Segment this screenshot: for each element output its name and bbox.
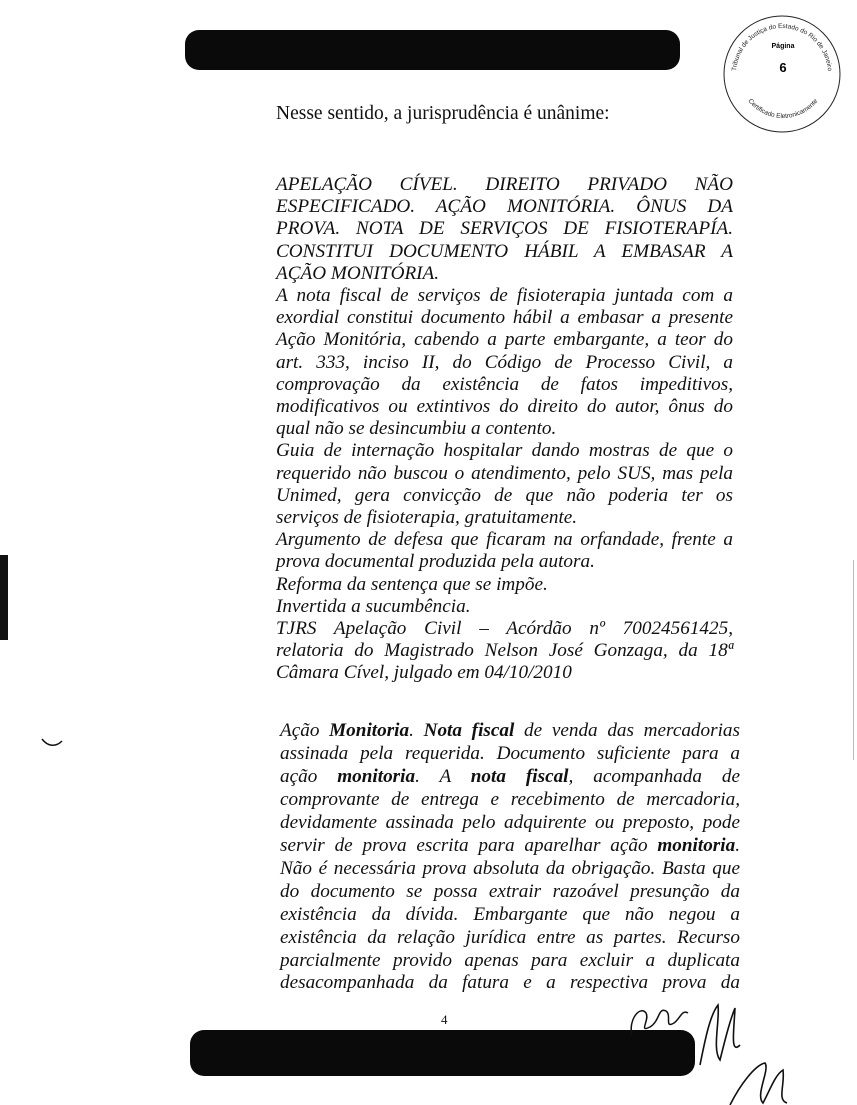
citation-2-line — [280, 720, 740, 743]
citation-2-line — [280, 835, 740, 858]
citation-1-line: AÇÃO MONITÓRIA. — [276, 262, 440, 284]
citation-2-line — [280, 950, 740, 973]
svg-text:Certificado Eletronicamente — [747, 97, 820, 120]
line-segment: desacompanhada da fatura e a respectiva prova da — [280, 972, 740, 994]
citation-1-line: relatoria do Magistrado Nelson José Gonzaga, da 18ª — [276, 640, 733, 662]
scan-edge-mark — [0, 555, 8, 640]
line-segment: Ação — [280, 720, 330, 741]
citation-2-line — [280, 766, 740, 789]
citation-1-line: Argumento de defesa que ficaram na orfandade, frente a — [276, 529, 733, 551]
line-segment: servir de prova escrita para aparelhar ação — [280, 834, 658, 856]
handwritten-signature-2 — [725, 1055, 795, 1105]
citation-1-line: modificativos ou extintivos do direito do autor, ônus do — [276, 396, 733, 418]
citation-1-line: qual não se desincumbiu a contento. — [276, 418, 557, 440]
citation-1-line: Unimed, gera convicção de que não poderia ter os — [276, 484, 733, 506]
citation-2-line — [280, 789, 740, 812]
citation-2-line — [280, 972, 740, 995]
line-segment: assinada pela requerida. Documento suficiente para a — [280, 742, 740, 764]
page-number: 4 — [441, 1012, 448, 1027]
citation-1-line: prova documental produzida pela autora. — [276, 551, 595, 573]
citation-2-line — [280, 858, 740, 881]
line-segment: comprovante de entrega e recebimento de mercadoria, — [280, 788, 740, 810]
citation-1-line: Câmara Cível, julgado em 04/10/2010 — [276, 662, 572, 684]
line-segment: Não é necessária prova absoluta da obrigação. Basta que — [280, 857, 740, 879]
citation-2-line — [280, 927, 740, 950]
stamp-bottom-text: Certificado Eletronicamente — [746, 97, 820, 121]
line-segment: ação — [280, 765, 338, 787]
jurisprudence-citation-1 — [276, 174, 733, 685]
line-segment: , acompanhada de — [568, 765, 740, 787]
citation-1-line: requerido não buscou o atendimento, pelo SUS, mas pela — [276, 462, 733, 484]
line-segment: devidamente assinada pelo adquirente ou preposto, pode — [280, 811, 740, 833]
citation-1-line: ESPECIFICADO. AÇÃO MONITÓRIA. ÔNUS DA — [276, 196, 733, 218]
emphasized-term: nota fiscal — [470, 765, 569, 787]
stamp-label: Página — [771, 43, 795, 50]
line-segment: do documento se possa extrair razoável presunção da — [280, 880, 740, 902]
line-segment: . — [735, 834, 740, 856]
stamp-page-number: 6 — [779, 60, 787, 75]
citation-2-line — [280, 881, 740, 904]
citation-1-line: Invertida a sucumbência. — [276, 595, 471, 617]
citation-1-line: comprovação da existência de fatos impeditivos, — [276, 373, 733, 395]
intro-sentence: Nesse sentido, a jurisprudência é unânime: — [276, 103, 610, 124]
line-segment: . — [409, 720, 424, 741]
citation-1-line: APELAÇÃO CÍVEL. DIREITO PRIVADO NÃO — [276, 174, 733, 195]
emphasized-term: Nota fiscal — [423, 720, 515, 741]
emphasized-term: Monitoria — [329, 720, 410, 741]
electronic-certification-stamp — [720, 12, 845, 137]
emphasized-term: monitoria — [337, 765, 416, 787]
redaction-bar-top — [185, 30, 680, 70]
citation-2-line — [280, 743, 740, 766]
line-segment: parcialmente provido apenas para excluir a duplicata — [280, 949, 740, 971]
line-segment: . A — [415, 765, 471, 787]
line-segment: existência da relação jurídica entre as partes. Recurso — [280, 926, 740, 948]
citation-1-line: art. 333, inciso II, do Código de Processo Civil, a — [276, 351, 733, 373]
line-segment: de venda das mercadorias — [514, 720, 740, 741]
emphasized-term: monitoria — [657, 834, 736, 856]
line-segment: existência da dívida. Embargante que não negou a — [280, 903, 740, 925]
scan-edge-line — [853, 560, 854, 760]
citation-1-line: A nota fiscal de serviços de fisioterapia juntada com a — [276, 285, 733, 307]
jurisprudence-citation-2 — [280, 720, 740, 995]
citation-2-line — [280, 812, 740, 835]
stamp-top-text: Tribunal de Justiça do Estado do Rio de Janeiro — [731, 22, 833, 72]
citation-1-line: CONSTITUI DOCUMENTO HÁBIL A EMBASAR A — [276, 240, 733, 262]
citation-1-line: exordial constitui documento hábil a embasar a presente — [276, 307, 733, 329]
citation-1-line: TJRS Apelação Civil – Acórdão nº 70024561425, — [276, 618, 733, 640]
citation-1-line: Reforma da sentença que se impõe. — [276, 573, 548, 595]
citation-1-line: Guia de internação hospitalar dando mostras de que o — [276, 440, 733, 462]
citation-1-line: serviços de fisioterapia, gratuitamente. — [276, 507, 578, 529]
citation-1-line: PROVA. NOTA DE SERVIÇOS DE FISIOTERAPÍA. — [276, 218, 733, 240]
scan-mark — [40, 735, 65, 750]
citation-1-line: Ação Monitória, cabendo a parte embargante, a teor do — [276, 329, 733, 351]
citation-2-line — [280, 904, 740, 927]
